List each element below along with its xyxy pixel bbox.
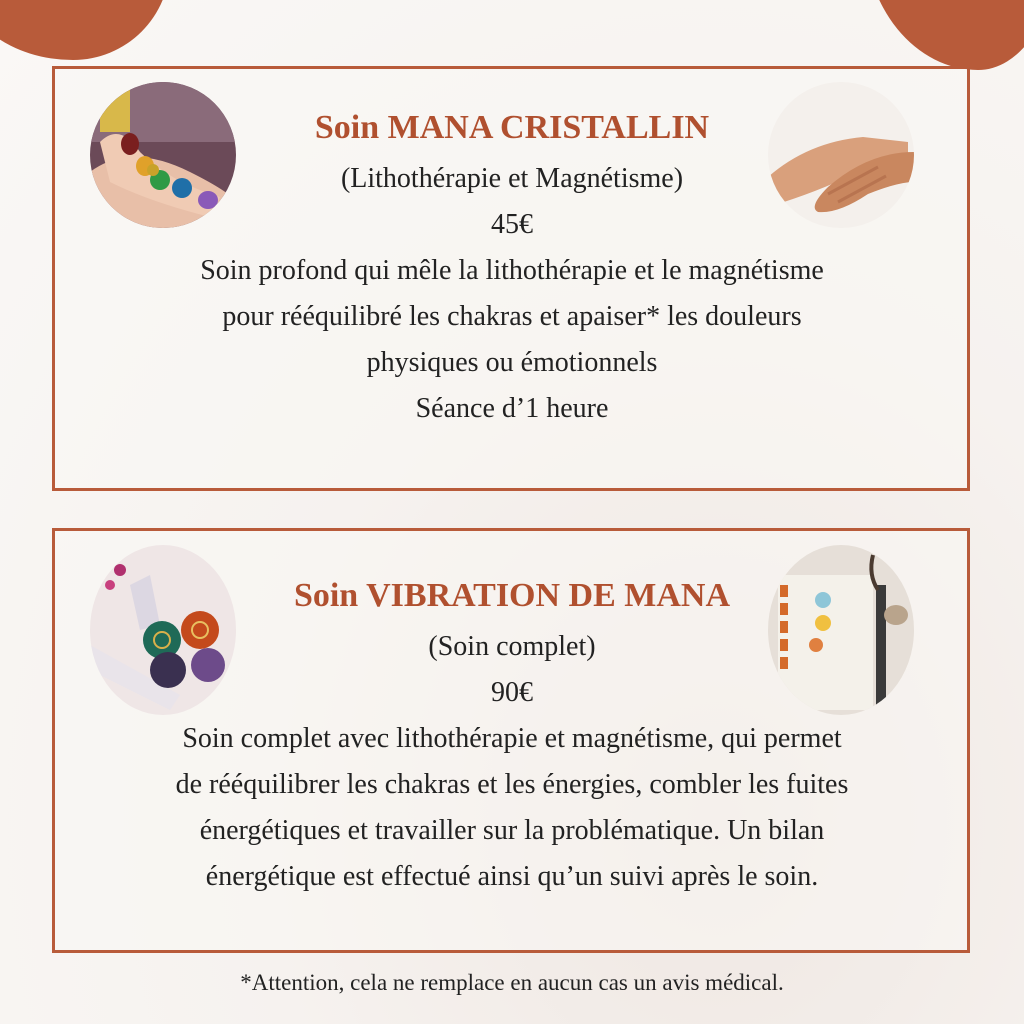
service-title: Soin VIBRATION DE MANA bbox=[293, 577, 731, 614]
card2-content bbox=[0, 576, 1024, 900]
description-line: Soin profond qui mêle la lithothérapie et le magnétisme bbox=[200, 255, 824, 286]
corner-decoration-top-right bbox=[864, 0, 1024, 70]
description-line: physiques ou émotionnels bbox=[366, 347, 658, 378]
service-price: 90€ bbox=[491, 677, 533, 708]
service-subtitle: (Soin complet) bbox=[428, 631, 596, 662]
description-line: pour rééquilibré les chakras et apaiser* les douleurs bbox=[222, 301, 802, 332]
corner-decoration-top-left bbox=[0, 0, 170, 60]
card1-content bbox=[0, 108, 1024, 432]
service-title: Soin MANA CRISTALLIN bbox=[314, 109, 710, 146]
service-price: 45€ bbox=[491, 209, 533, 240]
description-line: énergétiques et travailler sur la problématique. Un bilan bbox=[199, 815, 825, 846]
description-line: de rééquilibrer les chakras et les énergies, combler les fuites bbox=[175, 769, 849, 800]
service-subtitle: (Lithothérapie et Magnétisme) bbox=[340, 163, 684, 194]
description-line: énergétique est effectué ainsi qu’un suivi après le soin. bbox=[205, 861, 819, 892]
description-line: Soin complet avec lithothérapie et magnétisme, qui permet bbox=[182, 723, 842, 754]
medical-disclaimer: *Attention, cela ne remplace en aucun cas un avis médical. bbox=[240, 970, 784, 995]
session-duration: Séance d’1 heure bbox=[415, 393, 609, 424]
